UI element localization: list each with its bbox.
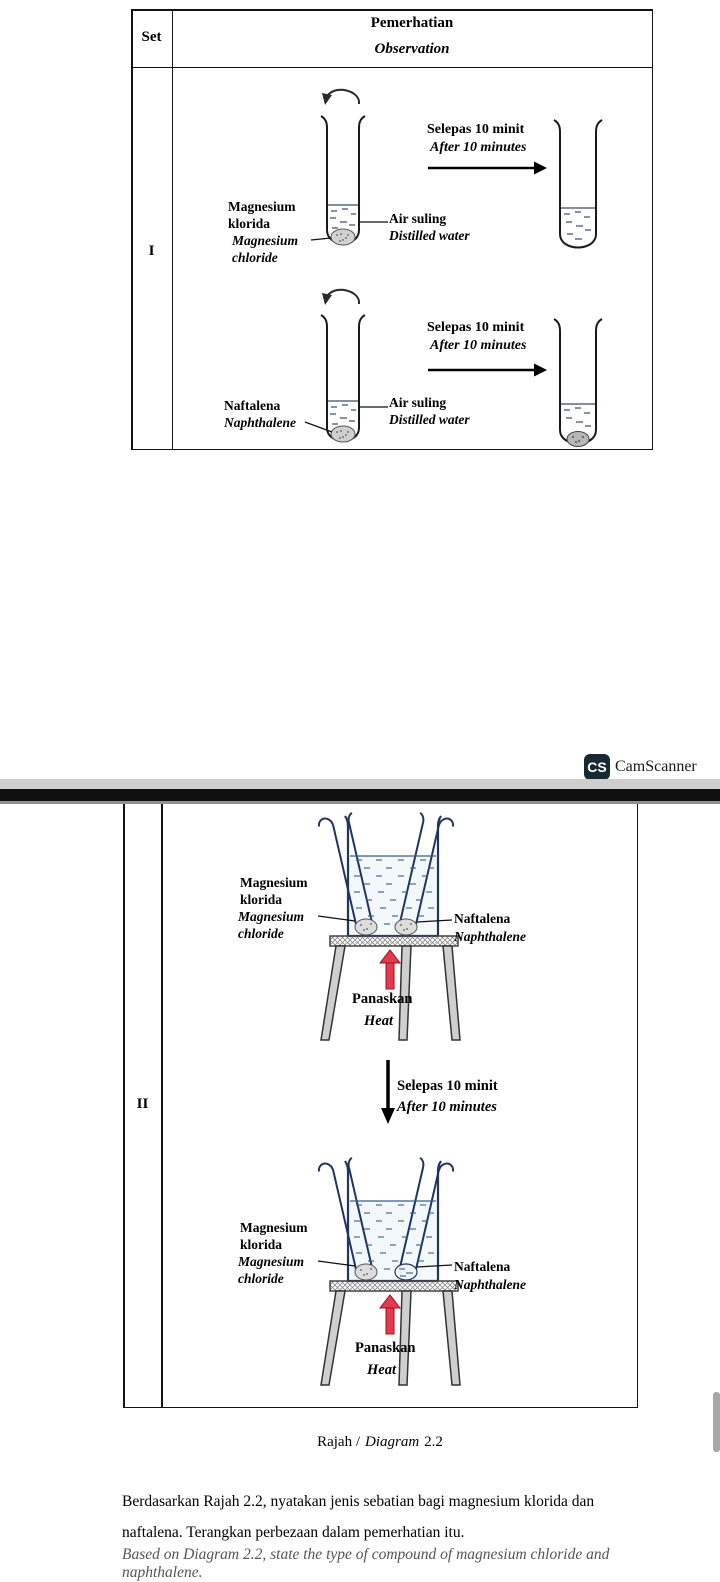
page-gap-divider (0, 789, 720, 801)
undissolved-solid (567, 432, 589, 447)
left-sample-label-ms: Magnesium (240, 1220, 308, 1235)
substance-label-ms: Naftalena (224, 398, 281, 413)
substance-label-en: chloride (232, 250, 278, 265)
liquid-dashes (564, 212, 591, 239)
substance-label-ms: klorida (228, 216, 271, 231)
substance-label-en: Magnesium (232, 233, 299, 248)
page-gap-edge (0, 801, 720, 804)
substance-pointer-line (311, 238, 331, 240)
left-sample-label-en: Magnesium (238, 909, 305, 924)
left-sample-label-ms: klorida (240, 1237, 283, 1252)
page-gap-shadow (0, 779, 720, 789)
substance-label-en: Naphthalene (224, 415, 297, 430)
test-tube-start (321, 116, 365, 245)
heat-label-ms: Panaskan (352, 991, 413, 1007)
water-label-en: Distilled water (389, 412, 470, 427)
liquid-dashes (330, 405, 356, 424)
liquid-dashes (564, 408, 591, 426)
caption-number: 2.2 (424, 1434, 443, 1450)
shake-arrow-icon (322, 90, 359, 105)
transfer-arrow-icon (428, 162, 547, 175)
camscanner-logo-icon: CS (584, 754, 610, 780)
table-border-right (652, 9, 654, 450)
left-sample-label-ms: klorida (240, 892, 283, 907)
substance-label-ms: Magnesium (228, 199, 296, 214)
observation-header-en: Observation (374, 41, 450, 57)
duration-label-ms: Selepas 10 minit (397, 1078, 498, 1094)
left-sample-label-en: Magnesium (238, 1254, 305, 1269)
duration-label-en: After 10 minutes (397, 1099, 497, 1115)
heat-label-en: Heat (364, 1013, 393, 1029)
duration-label-en: After 10 minutes (430, 140, 527, 155)
test-tube-result (554, 319, 602, 447)
liquid-dashes (330, 209, 356, 228)
set-label-I: I (148, 243, 155, 259)
table-border-bottom (123, 1407, 638, 1409)
solid-sample-naphthalene (395, 919, 417, 935)
solid-sample-magnesium-chloride (331, 229, 355, 245)
water-label-en: Distilled water (389, 228, 470, 243)
question-line-2: naftalena. Terangkan perbezaan dalam pemerhatian itu. (122, 1524, 465, 1541)
right-sample-label-en: Naphthalene (454, 929, 527, 944)
diagram-caption (270, 1434, 490, 1451)
heat-arrow-icon (380, 950, 400, 989)
observation-header-ms: Pemerhatian (370, 15, 454, 31)
table-border-right (637, 804, 639, 1408)
question-line-1: Berdasarkan Rajah 2.2, nyatakan jenis sebatian bagi magnesium klorida dan (122, 1493, 595, 1510)
table-column-divider (172, 9, 174, 450)
molten-naphthalene (395, 1264, 417, 1280)
duration-label-ms: Selepas 10 minit (427, 320, 525, 335)
wire-gauze (330, 936, 458, 946)
right-sample-label-en: Naphthalene (454, 1277, 527, 1292)
transfer-arrow-icon (428, 364, 547, 377)
table-header-divider (131, 67, 653, 69)
right-sample-label-ms: Naftalena (454, 1259, 511, 1274)
left-sample-label-ms: Magnesium (240, 875, 308, 890)
heat-arrow-icon (380, 1295, 400, 1334)
question-line-3-cut-off: Based on Diagram 2.2, state the type of compound of magnesium chloride and naphthalene. (122, 1546, 610, 1581)
solid-sample-magnesium-chloride (355, 919, 377, 935)
caption-en: Diagram (364, 1434, 420, 1450)
scrollbar-thumb[interactable] (713, 1392, 720, 1452)
heat-label-ms: Panaskan (355, 1340, 416, 1356)
solid-sample-naphthalene (331, 426, 355, 442)
water-label-ms: Air suling (389, 395, 447, 410)
right-sample-label-ms: Naftalena (454, 911, 511, 926)
duration-label-ms: Selepas 10 minit (427, 122, 525, 137)
table-border-top (131, 9, 653, 11)
solid-sample-magnesium-chloride (355, 1264, 377, 1280)
wire-gauze (330, 1281, 458, 1291)
water-label-ms: Air suling (389, 211, 447, 226)
test-tube-start (321, 315, 365, 442)
camscanner-watermark-text: CamScanner (615, 758, 697, 775)
shake-arrow-icon (322, 290, 359, 305)
set-label-II: II (136, 1096, 149, 1112)
set-column-header: Set (141, 29, 162, 45)
test-tube-result (554, 120, 602, 248)
duration-label-en: After 10 minutes (430, 338, 527, 353)
left-sample-label-en: chloride (238, 1271, 284, 1286)
table-border-left (131, 9, 133, 450)
heat-label-en: Heat (367, 1362, 396, 1378)
left-sample-label-en: chloride (238, 926, 284, 941)
caption-ms: Rajah / (317, 1434, 360, 1450)
